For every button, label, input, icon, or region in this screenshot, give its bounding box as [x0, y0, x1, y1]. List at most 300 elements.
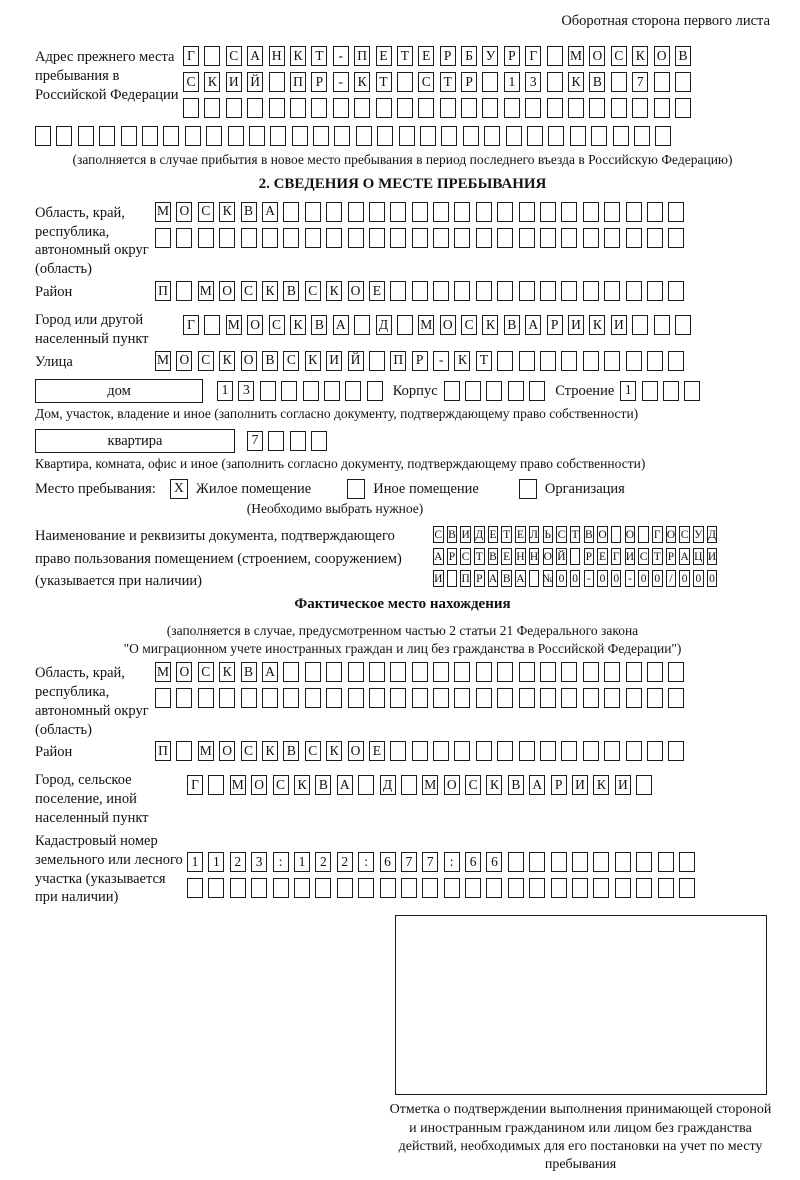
char-cell[interactable]: О: [176, 351, 192, 371]
char-cell[interactable]: /: [666, 570, 677, 587]
char-cell[interactable]: [412, 228, 428, 248]
char-cell[interactable]: [647, 351, 663, 371]
char-cell[interactable]: [281, 381, 297, 401]
char-cell[interactable]: [589, 98, 605, 118]
char-cell[interactable]: [380, 878, 396, 898]
apartment-number-cells[interactable]: [247, 431, 327, 451]
char-cell[interactable]: 2: [337, 852, 353, 872]
char-cell[interactable]: №: [543, 570, 554, 587]
char-cell[interactable]: [348, 662, 364, 682]
char-cell[interactable]: [497, 281, 513, 301]
char-cell[interactable]: [508, 878, 524, 898]
char-cell[interactable]: [176, 741, 192, 761]
char-cell[interactable]: [412, 202, 428, 222]
char-cell[interactable]: И: [615, 775, 631, 795]
char-cell[interactable]: [399, 126, 415, 146]
char-cell[interactable]: С: [305, 741, 321, 761]
char-cell[interactable]: И: [460, 526, 471, 543]
char-cell[interactable]: М: [155, 202, 171, 222]
char-cell[interactable]: [412, 662, 428, 682]
char-cell[interactable]: С: [679, 526, 690, 543]
char-cell[interactable]: [540, 741, 556, 761]
char-cell[interactable]: Г: [183, 315, 199, 335]
char-cell[interactable]: [219, 228, 235, 248]
char-cell[interactable]: [668, 281, 684, 301]
char-cell[interactable]: [476, 741, 492, 761]
char-cell[interactable]: 1: [217, 381, 233, 401]
char-cell[interactable]: [397, 315, 413, 335]
char-cell[interactable]: И: [226, 72, 242, 92]
char-cell[interactable]: [198, 228, 214, 248]
char-cell[interactable]: [525, 98, 541, 118]
char-cell[interactable]: [519, 662, 535, 682]
char-cell[interactable]: С: [198, 202, 214, 222]
char-cell[interactable]: Р: [504, 46, 520, 66]
char-cell[interactable]: [305, 688, 321, 708]
char-cell[interactable]: 7: [247, 431, 263, 451]
char-cell[interactable]: [337, 878, 353, 898]
char-cell[interactable]: [561, 228, 577, 248]
char-cell[interactable]: [433, 688, 449, 708]
char-cell[interactable]: [497, 741, 513, 761]
char-cell[interactable]: [540, 351, 556, 371]
char-cell[interactable]: С: [273, 775, 289, 795]
char-cell[interactable]: О: [348, 281, 364, 301]
char-cell[interactable]: М: [155, 351, 171, 371]
char-cell[interactable]: [604, 228, 620, 248]
char-cell[interactable]: [305, 202, 321, 222]
char-cell[interactable]: Д: [380, 775, 396, 795]
char-cell[interactable]: [604, 688, 620, 708]
char-cell[interactable]: О: [219, 741, 235, 761]
checkbox-residential[interactable]: X: [170, 479, 188, 499]
char-cell[interactable]: [529, 852, 545, 872]
char-cell[interactable]: [465, 381, 481, 401]
char-cell[interactable]: 0: [693, 570, 704, 587]
char-cell[interactable]: С: [241, 281, 257, 301]
char-cell[interactable]: [655, 126, 671, 146]
char-cell[interactable]: [654, 72, 670, 92]
char-cell[interactable]: [572, 852, 588, 872]
char-cell[interactable]: [290, 431, 306, 451]
char-cell[interactable]: О: [176, 662, 192, 682]
char-cell[interactable]: К: [568, 72, 584, 92]
char-cell[interactable]: [668, 688, 684, 708]
char-cell[interactable]: [476, 662, 492, 682]
char-cell[interactable]: 3: [525, 72, 541, 92]
char-cell[interactable]: П: [460, 570, 471, 587]
char-cell[interactable]: [482, 72, 498, 92]
char-cell[interactable]: [634, 126, 650, 146]
char-cell[interactable]: [204, 315, 220, 335]
city-cells[interactable]: [183, 315, 770, 335]
char-cell[interactable]: [561, 281, 577, 301]
char-cell[interactable]: [551, 852, 567, 872]
char-cell[interactable]: [679, 878, 695, 898]
char-cell[interactable]: [561, 202, 577, 222]
char-cell[interactable]: [390, 741, 406, 761]
char-cell[interactable]: [444, 878, 460, 898]
char-cell[interactable]: М: [198, 741, 214, 761]
char-cell[interactable]: Б: [461, 46, 477, 66]
char-cell[interactable]: 1: [187, 852, 203, 872]
char-cell[interactable]: [604, 281, 620, 301]
char-cell[interactable]: [260, 381, 276, 401]
char-cell[interactable]: [56, 126, 72, 146]
char-cell[interactable]: [155, 688, 171, 708]
char-cell[interactable]: Р: [447, 548, 458, 565]
char-cell[interactable]: К: [632, 46, 648, 66]
char-cell[interactable]: [547, 98, 563, 118]
char-cell[interactable]: [497, 202, 513, 222]
char-cell[interactable]: М: [568, 46, 584, 66]
char-cell[interactable]: [540, 281, 556, 301]
char-cell[interactable]: 6: [486, 852, 502, 872]
char-cell[interactable]: [613, 126, 629, 146]
char-cell[interactable]: [561, 351, 577, 371]
char-cell[interactable]: [529, 878, 545, 898]
char-cell[interactable]: И: [611, 315, 627, 335]
char-cell[interactable]: [433, 202, 449, 222]
char-cell[interactable]: О: [348, 741, 364, 761]
char-cell[interactable]: Й: [247, 72, 263, 92]
char-cell[interactable]: [163, 126, 179, 146]
char-cell[interactable]: Г: [652, 526, 663, 543]
char-cell[interactable]: [519, 741, 535, 761]
char-cell[interactable]: Е: [418, 46, 434, 66]
district-cells[interactable]: [155, 281, 770, 301]
char-cell[interactable]: [611, 98, 627, 118]
char-cell[interactable]: П: [155, 741, 171, 761]
char-cell[interactable]: П: [354, 46, 370, 66]
checkbox-organization[interactable]: [519, 479, 537, 499]
char-cell[interactable]: [219, 688, 235, 708]
char-cell[interactable]: [354, 98, 370, 118]
char-cell[interactable]: [142, 126, 158, 146]
char-cell[interactable]: [647, 228, 663, 248]
char-cell[interactable]: А: [515, 570, 526, 587]
char-cell[interactable]: С: [638, 548, 649, 565]
char-cell[interactable]: [615, 878, 631, 898]
char-cell[interactable]: Ь: [543, 526, 554, 543]
char-cell[interactable]: Т: [652, 548, 663, 565]
char-cell[interactable]: [176, 688, 192, 708]
char-cell[interactable]: [463, 126, 479, 146]
char-cell[interactable]: [369, 351, 385, 371]
char-cell[interactable]: [611, 72, 627, 92]
char-cell[interactable]: [249, 126, 265, 146]
char-cell[interactable]: [247, 98, 263, 118]
char-cell[interactable]: С: [611, 46, 627, 66]
char-cell[interactable]: [476, 228, 492, 248]
char-cell[interactable]: С: [305, 281, 321, 301]
char-cell[interactable]: [647, 281, 663, 301]
char-cell[interactable]: Т: [501, 526, 512, 543]
char-cell[interactable]: [506, 126, 522, 146]
char-cell[interactable]: [390, 228, 406, 248]
char-cell[interactable]: [647, 662, 663, 682]
char-cell[interactable]: Т: [474, 548, 485, 565]
char-cell[interactable]: [412, 281, 428, 301]
char-cell[interactable]: С: [283, 351, 299, 371]
char-cell[interactable]: К: [262, 741, 278, 761]
char-cell[interactable]: М: [155, 662, 171, 682]
apartment-type-box[interactable]: [35, 429, 235, 453]
char-cell[interactable]: А: [262, 202, 278, 222]
char-cell[interactable]: А: [333, 315, 349, 335]
char-cell[interactable]: Р: [412, 351, 428, 371]
char-cell[interactable]: Р: [461, 72, 477, 92]
char-cell[interactable]: Р: [547, 315, 563, 335]
char-cell[interactable]: [230, 878, 246, 898]
char-cell[interactable]: [583, 741, 599, 761]
char-cell[interactable]: 7: [422, 852, 438, 872]
char-cell[interactable]: [626, 688, 642, 708]
char-cell[interactable]: [208, 878, 224, 898]
char-cell[interactable]: [570, 548, 581, 565]
char-cell[interactable]: А: [525, 315, 541, 335]
char-cell[interactable]: [269, 72, 285, 92]
char-cell[interactable]: [663, 381, 679, 401]
char-cell[interactable]: [283, 202, 299, 222]
prev-address-line4[interactable]: [35, 126, 770, 146]
char-cell[interactable]: [397, 98, 413, 118]
region-line1[interactable]: [155, 202, 770, 222]
char-cell[interactable]: А: [488, 570, 499, 587]
char-cell[interactable]: Г: [525, 46, 541, 66]
char-cell[interactable]: [626, 202, 642, 222]
char-cell[interactable]: [593, 852, 609, 872]
char-cell[interactable]: [447, 570, 458, 587]
char-cell[interactable]: [187, 878, 203, 898]
char-cell[interactable]: [305, 662, 321, 682]
char-cell[interactable]: [540, 662, 556, 682]
char-cell[interactable]: В: [508, 775, 524, 795]
char-cell[interactable]: [226, 98, 242, 118]
region-2-line1[interactable]: [155, 662, 770, 682]
char-cell[interactable]: Р: [666, 548, 677, 565]
char-cell[interactable]: Н: [515, 548, 526, 565]
char-cell[interactable]: [551, 878, 567, 898]
char-cell[interactable]: [638, 526, 649, 543]
cadastral-line2[interactable]: [187, 878, 770, 898]
char-cell[interactable]: Ц: [693, 548, 704, 565]
char-cell[interactable]: -: [625, 570, 636, 587]
char-cell[interactable]: 3: [251, 852, 267, 872]
char-cell[interactable]: В: [504, 315, 520, 335]
char-cell[interactable]: [679, 852, 695, 872]
char-cell[interactable]: [668, 662, 684, 682]
char-cell[interactable]: [358, 775, 374, 795]
char-cell[interactable]: В: [584, 526, 595, 543]
char-cell[interactable]: [390, 662, 406, 682]
char-cell[interactable]: [540, 688, 556, 708]
char-cell[interactable]: [269, 98, 285, 118]
char-cell[interactable]: [311, 431, 327, 451]
char-cell[interactable]: [604, 662, 620, 682]
char-cell[interactable]: [604, 741, 620, 761]
char-cell[interactable]: [303, 381, 319, 401]
char-cell[interactable]: [454, 202, 470, 222]
char-cell[interactable]: [268, 431, 284, 451]
char-cell[interactable]: [561, 662, 577, 682]
char-cell[interactable]: К: [486, 775, 502, 795]
char-cell[interactable]: [292, 126, 308, 146]
char-cell[interactable]: [412, 688, 428, 708]
house-type-box[interactable]: [35, 379, 203, 403]
char-cell[interactable]: [99, 126, 115, 146]
char-cell[interactable]: В: [501, 570, 512, 587]
char-cell[interactable]: К: [354, 72, 370, 92]
char-cell[interactable]: [228, 126, 244, 146]
char-cell[interactable]: [519, 351, 535, 371]
city-2-cells[interactable]: [187, 775, 770, 795]
char-cell[interactable]: В: [311, 315, 327, 335]
char-cell[interactable]: 1: [208, 852, 224, 872]
char-cell[interactable]: [369, 688, 385, 708]
char-cell[interactable]: С: [183, 72, 199, 92]
char-cell[interactable]: [668, 228, 684, 248]
char-cell[interactable]: Н: [269, 46, 285, 66]
char-cell[interactable]: 1: [504, 72, 520, 92]
char-cell[interactable]: Т: [397, 46, 413, 66]
char-cell[interactable]: М: [230, 775, 246, 795]
prev-address-line2[interactable]: [183, 72, 770, 92]
char-cell[interactable]: [486, 878, 502, 898]
char-cell[interactable]: [354, 315, 370, 335]
cadastral-line1[interactable]: [187, 852, 770, 872]
char-cell[interactable]: А: [247, 46, 263, 66]
char-cell[interactable]: [390, 281, 406, 301]
char-cell[interactable]: [377, 126, 393, 146]
char-cell[interactable]: К: [262, 281, 278, 301]
char-cell[interactable]: Й: [348, 351, 364, 371]
document-line3[interactable]: [433, 570, 770, 587]
char-cell[interactable]: Г: [611, 548, 622, 565]
char-cell[interactable]: К: [290, 46, 306, 66]
char-cell[interactable]: [482, 98, 498, 118]
char-cell[interactable]: О: [251, 775, 267, 795]
char-cell[interactable]: [684, 381, 700, 401]
char-cell[interactable]: [390, 688, 406, 708]
char-cell[interactable]: [593, 878, 609, 898]
char-cell[interactable]: [35, 126, 51, 146]
char-cell[interactable]: [204, 46, 220, 66]
char-cell[interactable]: [508, 381, 524, 401]
char-cell[interactable]: [326, 662, 342, 682]
char-cell[interactable]: [647, 202, 663, 222]
char-cell[interactable]: С: [226, 46, 242, 66]
char-cell[interactable]: [529, 570, 540, 587]
prev-address-line1[interactable]: [183, 46, 770, 66]
char-cell[interactable]: [548, 126, 564, 146]
char-cell[interactable]: К: [219, 662, 235, 682]
char-cell[interactable]: [204, 98, 220, 118]
char-cell[interactable]: В: [241, 202, 257, 222]
char-cell[interactable]: П: [155, 281, 171, 301]
char-cell[interactable]: [591, 126, 607, 146]
char-cell[interactable]: С: [465, 775, 481, 795]
char-cell[interactable]: [476, 281, 492, 301]
char-cell[interactable]: [422, 878, 438, 898]
char-cell[interactable]: [583, 351, 599, 371]
char-cell[interactable]: К: [219, 351, 235, 371]
char-cell[interactable]: [251, 878, 267, 898]
char-cell[interactable]: О: [625, 526, 636, 543]
char-cell[interactable]: [401, 878, 417, 898]
char-cell[interactable]: У: [693, 526, 704, 543]
char-cell[interactable]: [290, 98, 306, 118]
char-cell[interactable]: [283, 688, 299, 708]
char-cell[interactable]: Е: [597, 548, 608, 565]
char-cell[interactable]: [454, 741, 470, 761]
char-cell[interactable]: [658, 852, 674, 872]
checkbox-other-premises[interactable]: [347, 479, 365, 499]
char-cell[interactable]: [486, 381, 502, 401]
char-cell[interactable]: [626, 228, 642, 248]
char-cell[interactable]: [675, 98, 691, 118]
char-cell[interactable]: :: [444, 852, 460, 872]
char-cell[interactable]: В: [262, 351, 278, 371]
char-cell[interactable]: Г: [183, 46, 199, 66]
char-cell[interactable]: [369, 228, 385, 248]
char-cell[interactable]: И: [326, 351, 342, 371]
char-cell[interactable]: [78, 126, 94, 146]
char-cell[interactable]: О: [444, 775, 460, 795]
char-cell[interactable]: [642, 381, 658, 401]
char-cell[interactable]: [433, 662, 449, 682]
char-cell[interactable]: Т: [440, 72, 456, 92]
char-cell[interactable]: 0: [597, 570, 608, 587]
char-cell[interactable]: [636, 775, 652, 795]
char-cell[interactable]: [401, 775, 417, 795]
char-cell[interactable]: -: [333, 72, 349, 92]
char-cell[interactable]: Р: [551, 775, 567, 795]
char-cell[interactable]: [647, 688, 663, 708]
char-cell[interactable]: Т: [311, 46, 327, 66]
char-cell[interactable]: 0: [570, 570, 581, 587]
char-cell[interactable]: [390, 202, 406, 222]
char-cell[interactable]: [367, 381, 383, 401]
char-cell[interactable]: [615, 852, 631, 872]
char-cell[interactable]: К: [204, 72, 220, 92]
char-cell[interactable]: 7: [632, 72, 648, 92]
char-cell[interactable]: С: [241, 741, 257, 761]
char-cell[interactable]: 1: [294, 852, 310, 872]
stroenie-cells[interactable]: [620, 381, 700, 401]
char-cell[interactable]: [583, 202, 599, 222]
char-cell[interactable]: [626, 351, 642, 371]
char-cell[interactable]: [176, 281, 192, 301]
char-cell[interactable]: [504, 98, 520, 118]
char-cell[interactable]: С: [418, 72, 434, 92]
char-cell[interactable]: [519, 688, 535, 708]
char-cell[interactable]: [441, 126, 457, 146]
char-cell[interactable]: [369, 202, 385, 222]
char-cell[interactable]: В: [447, 526, 458, 543]
char-cell[interactable]: [561, 741, 577, 761]
char-cell[interactable]: [529, 381, 545, 401]
char-cell[interactable]: Р: [584, 548, 595, 565]
char-cell[interactable]: [632, 315, 648, 335]
char-cell[interactable]: 3: [238, 381, 254, 401]
char-cell[interactable]: Е: [376, 46, 392, 66]
street-cells[interactable]: [155, 351, 770, 371]
char-cell[interactable]: [561, 688, 577, 708]
char-cell[interactable]: [369, 662, 385, 682]
char-cell[interactable]: У: [482, 46, 498, 66]
char-cell[interactable]: 1: [620, 381, 636, 401]
